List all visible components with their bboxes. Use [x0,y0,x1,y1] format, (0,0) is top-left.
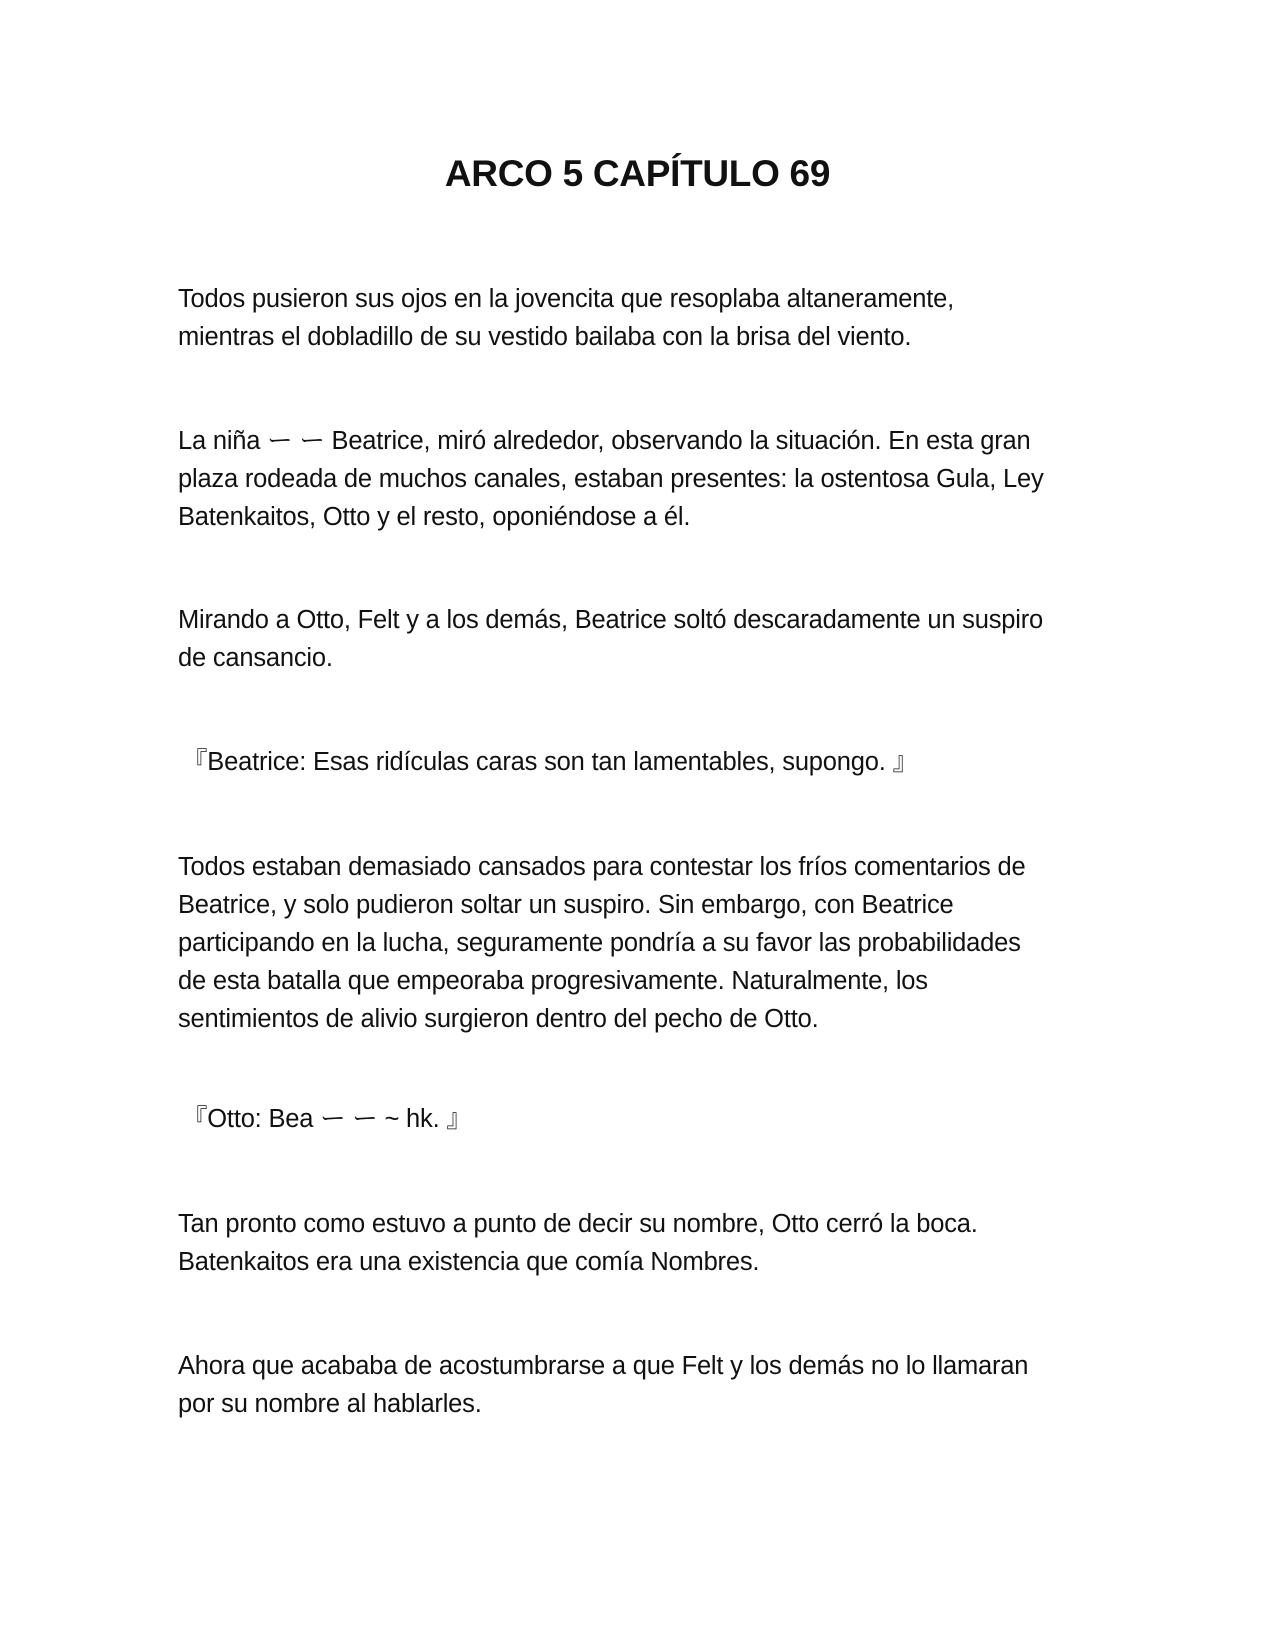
text-line: Beatrice, y solo pudieron soltar un suspiro. Sin embargo, con Beatrice [178,891,954,919]
text-line: de esta batalla que empeoraba progresivamente. Naturalmente, los [178,967,928,995]
text-line: sentimientos de alivio surgieron dentro del pecho de Otto. [178,1005,819,1033]
text-line: Todos estaban demasiado cansados para contestar los fríos comentarios de [178,853,1026,881]
text-line: mientras el dobladillo de su vestido bailaba con la brisa del viento. [178,323,912,351]
text-line: participando en la lucha, seguramente pondría a su favor las probabilidades [178,929,1021,957]
text-line: plaza rodeada de muchos canales, estaban presentes: la ostentosa Gula, Ley [178,465,1044,493]
dialogue-line [182,743,1122,781]
text-line: Tan pronto como estuvo a punto de decir su nombre, Otto cerró la boca. [178,1210,978,1238]
text-line: Batenkaitos era una existencia que comía Nombres. [178,1248,760,1276]
dialogue-line [182,1100,1122,1138]
paragraph [178,422,1118,536]
text-line: La niña ー ー Beatrice, miró alrededor, observando la situación. En esta gran [178,427,1031,455]
text-line: Todos pusieron sus ojos en la jovencita que resoplaba altaneramente, [178,285,954,313]
text-line: Batenkaitos, Otto y el resto, oponiéndose a él. [178,503,691,531]
paragraph [178,1205,1118,1281]
paragraph [178,601,1118,677]
text-line: de cansancio. [178,644,333,672]
text-line: 『Beatrice: Esas ridículas caras son tan lamentables, supongo. 』 [182,748,918,776]
text-line: 『Otto: Bea ー ー ~ hk. 』 [182,1105,472,1133]
paragraph [178,848,1118,1038]
paragraph [178,280,1118,356]
text-line: Mirando a Otto, Felt y a los demás, Beatrice soltó descaradamente un suspiro [178,606,1043,634]
text-line: Ahora que acababa de acostumbrarse a que Felt y los demás no lo llamaran [178,1352,1029,1380]
text-line: por su nombre al hablarles. [178,1390,482,1418]
paragraph [178,1347,1118,1423]
chapter-title: ARCO 5 CAPÍTULO 69 [444,153,831,194]
